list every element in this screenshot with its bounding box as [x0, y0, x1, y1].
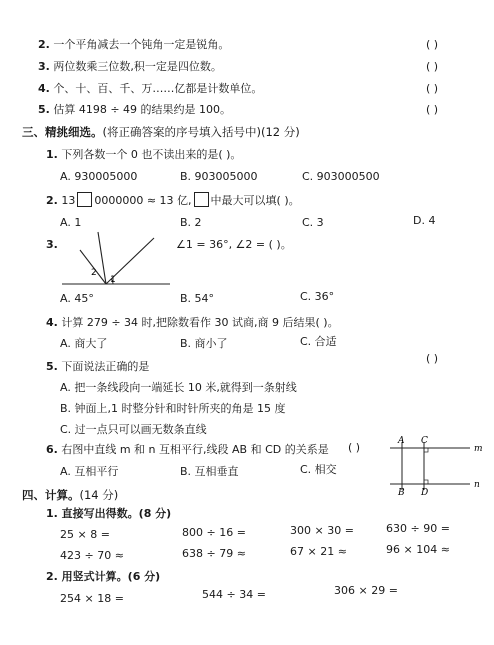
q4-option-c[interactable]: C. 合适	[300, 335, 337, 348]
vertical-calc-item[interactable]: 544 ÷ 34 =	[202, 588, 266, 601]
q5-stem: 5. 下面说法正确的是	[46, 360, 150, 373]
vertical-calc-item[interactable]: 306 × 29 =	[334, 584, 398, 597]
answer-paren[interactable]: ( )	[426, 38, 439, 51]
point-c-label: C	[421, 436, 428, 446]
calc-item[interactable]: 423 ÷ 70 ≈	[60, 549, 124, 562]
section-3-heading: 三、精挑细选。(将正确答案的序号填入括号中)(12 分)	[22, 125, 300, 139]
judge-item-5: 5. 估算 4198 ÷ 49 的结果约是 100。	[38, 103, 232, 116]
vertical-calc-item[interactable]: 254 × 18 =	[60, 592, 124, 605]
q6-option-c[interactable]: C. 相交	[300, 463, 337, 476]
q2-option-a[interactable]: A. 1	[60, 216, 82, 229]
q1-option-b[interactable]: B. 903005000	[180, 170, 258, 183]
q3-option-a[interactable]: A. 45°	[60, 292, 94, 305]
q5-option-c[interactable]: C. 过一点只可以画无数条直线	[60, 423, 207, 436]
answer-paren[interactable]: ( )	[426, 352, 439, 365]
calc-item[interactable]: 25 × 8 =	[60, 528, 110, 541]
q1-stem: 1. 下列各数一个 0 也不读出来的是( )。	[46, 148, 242, 161]
answer-paren[interactable]: ( )	[426, 82, 439, 95]
calc-item[interactable]: 800 ÷ 16 =	[182, 526, 246, 539]
blank-box[interactable]	[77, 192, 92, 207]
q4-option-b[interactable]: B. 商小了	[180, 337, 228, 350]
calc-item[interactable]: 630 ÷ 90 =	[386, 522, 450, 535]
q5-option-a[interactable]: A. 把一条线段向一端延长 10 米,就得到一条射线	[60, 381, 297, 394]
q4-option-a[interactable]: A. 商大了	[60, 337, 108, 350]
q2-stem: 2. 13 0000000 ≈ 13 亿, 中最大可以填( )。	[46, 194, 300, 207]
q3-stem: ∠1 = 36°, ∠2 = ( )。	[176, 238, 292, 251]
q6-option-a[interactable]: A. 互相平行	[60, 465, 119, 478]
answer-paren[interactable]: ( )	[426, 103, 439, 116]
q3-number: 3.	[46, 238, 58, 251]
angle-label-1: 1	[110, 275, 116, 285]
section-4-heading: 四、计算。(14 分)	[22, 488, 119, 502]
parallel-lines-figure	[386, 434, 486, 496]
q6-option-b[interactable]: B. 互相垂直	[180, 465, 239, 478]
q2-option-b[interactable]: B. 2	[180, 216, 202, 229]
judge-item-2: 2. 一个平角减去一个钝角一定是锐角。	[38, 38, 230, 51]
line-m-label: m	[474, 444, 483, 454]
calc-item[interactable]: 638 ÷ 79 ≈	[182, 547, 246, 560]
point-a-label: A	[398, 436, 405, 446]
q3-option-c[interactable]: C. 36°	[300, 290, 335, 303]
line-n-label: n	[474, 480, 480, 490]
q3-option-b[interactable]: B. 54°	[180, 292, 215, 305]
blank-box	[194, 192, 209, 207]
angle-figure	[62, 230, 172, 290]
point-b-label: B	[398, 488, 405, 498]
point-d-label: D	[421, 488, 429, 498]
judge-item-4: 4. 个、十、百、千、万……亿都是计数单位。	[38, 82, 263, 95]
calc-item[interactable]: 67 × 21 ≈	[290, 545, 347, 558]
answer-paren[interactable]: ( )	[348, 441, 361, 454]
q6-stem: 6. 右图中直线 m 和 n 互相平行,线段 AB 和 CD 的关系是	[46, 443, 329, 456]
q1-option-c[interactable]: C. 903000500	[302, 170, 380, 183]
q5-option-b[interactable]: B. 钟面上,1 时整分针和时针所夹的角是 15 度	[60, 402, 286, 415]
calc2-heading: 2. 用竖式计算。(6 分)	[46, 570, 161, 583]
calc1-heading: 1. 直接写出得数。(8 分)	[46, 507, 172, 520]
q2-option-d[interactable]: D. 4	[413, 214, 436, 227]
q4-stem: 4. 计算 279 ÷ 34 时,把除数看作 30 试商,商 9 后结果( )。	[46, 316, 339, 329]
q1-option-a[interactable]: A. 930005000	[60, 170, 138, 183]
angle-label-2: 2	[91, 268, 97, 278]
q2-option-c[interactable]: C. 3	[302, 216, 324, 229]
answer-paren[interactable]: ( )	[426, 60, 439, 73]
calc-item[interactable]: 300 × 30 =	[290, 524, 354, 537]
calc-item[interactable]: 96 × 104 ≈	[386, 543, 450, 556]
judge-item-3: 3. 两位数乘三位数,积一定是四位数。	[38, 60, 222, 73]
